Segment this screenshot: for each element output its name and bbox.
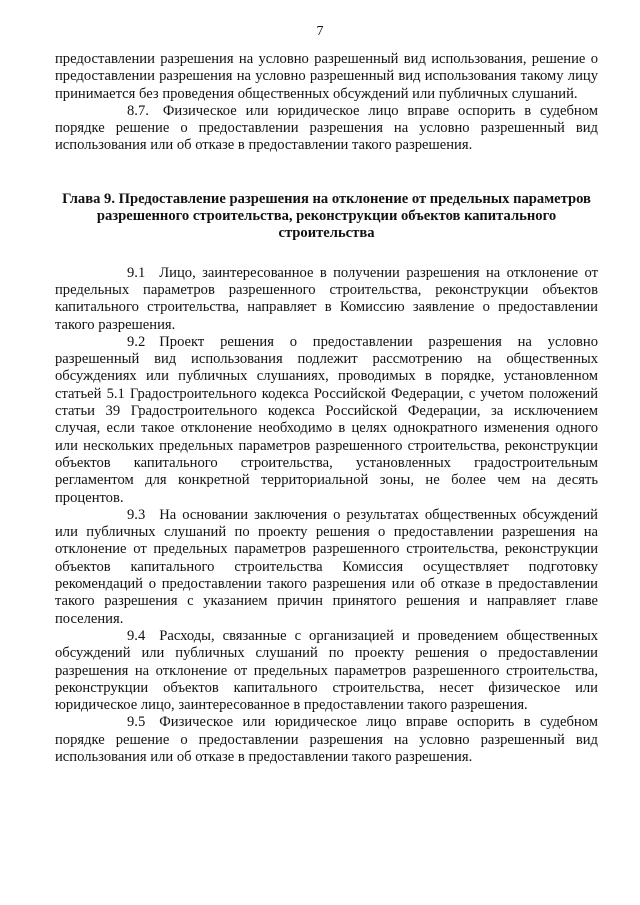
paragraph-text: Физическое или юридическое лицо вправе оспорить в судебном порядке решение о предоставлении разрешения на условно разрешенный вид использования или об отказе в предоставлении такого разрешения. <box>55 714 598 765</box>
paragraph-9-1 <box>55 265 598 334</box>
paragraph-number: 9.3 <box>127 506 146 523</box>
paragraph-number: 9.4 <box>127 627 146 644</box>
paragraph-number: 9.1 <box>127 264 146 281</box>
paragraph-text: На основании заключения о результатах общественных обсуждений или публичных слушаний по проекту решения о предоставлении разрешения на отклонение от предельных параметров разрешенного строительства, реконструкции объектов капитального строительства Комиссия осуществляет подготовку рекомендаций о предоставлении такого разрешения или об отказе в предоставлении такого разрешения с указанием причин принятого решения и направляет главе поселения. <box>55 506 598 627</box>
paragraph-9-2 <box>55 334 598 507</box>
paragraph-9-4 <box>55 628 598 714</box>
page-number: 7 <box>316 24 324 39</box>
paragraph-number: 9.2 <box>127 333 146 350</box>
paragraph-text: Расходы, связанные с организацией и проведением общественных обсуждений или публичных слушаний по проекту решения о предоставлении разрешения на отклонение от предельных параметров разрешенного строительства, реконструкции объектов капитального строительства, несет физическое или юридическое лицо, заинтересованное в предоставлении такого разрешения. <box>55 627 598 714</box>
chapter-title: Глава 9. Предоставление разрешения на отклонение от предельных параметров разрешенного строительства, реконструкции объектов капитального строительства <box>62 190 591 242</box>
paragraph-number: 9.5 <box>127 714 146 731</box>
paragraph-text: Лицо, заинтересованное в получении разрешения на отклонение от предельных параметров разрешенного строительства, реконструкции объектов капитального строительства, направляет в Комиссию заявление о предоставлении такого разрешения. <box>55 264 598 333</box>
paragraph-text: Проект решения о предоставлении разрешения на условно разрешенный вид использования подлежит рассмотрению на общественных обсуждениях или публичных слушаниях, проводимых в порядке, установленном статьей 5.1 Градостроительного кодекса Российской Федерации, с учетом положений статьи 39 Градостроительного кодекса Российской Федерации, за исключением случая, если такое отклонение необходимо в целях однократного изменения одного или нескольких предельных параметров разрешенного строительства, реконструкции объектов капитального строительства, установленных градостроительным регламентом для конкретной территориальной зоны, не более чем на десять процентов. <box>55 333 598 506</box>
paragraph-9-3 <box>55 507 598 628</box>
paragraph-9-5 <box>55 714 598 766</box>
intro-continuation: предоставлении разрешения на условно разрешенный вид использования, решение о предоставлении разрешения на условно разрешенный вид использования такому лицу принимается без проведения общественных обсуждений или публичных слушаний. <box>55 51 598 102</box>
paragraph-8-7 <box>55 103 598 155</box>
paragraph-number: 8.7. <box>127 102 149 119</box>
paragraph-text: Физическое или юридическое лицо вправе оспорить в судебном порядке решение о предоставлении разрешения на условно разрешенный вид использования или об отказе в предоставлении такого разрешения. <box>55 102 598 154</box>
document-body <box>55 51 598 766</box>
